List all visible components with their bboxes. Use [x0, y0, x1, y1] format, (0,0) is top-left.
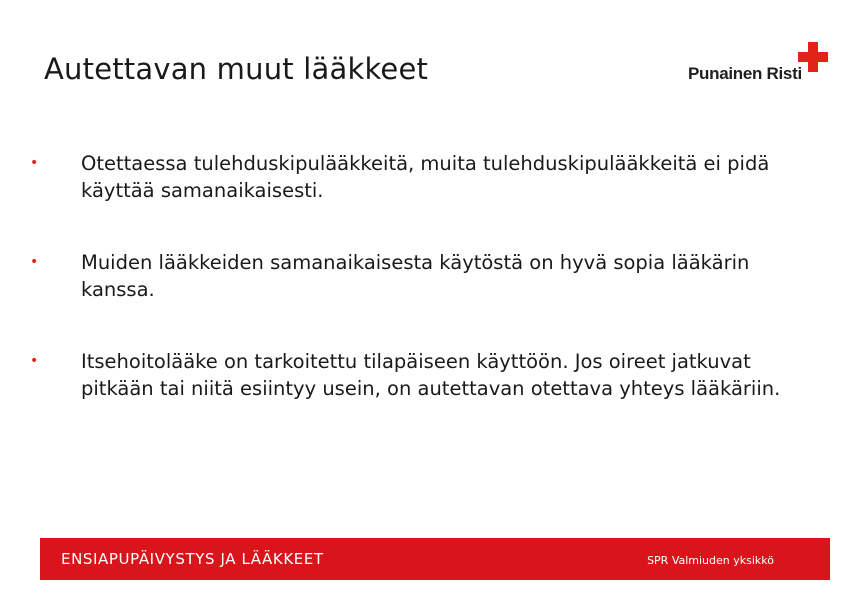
punainen-risti-logo — [686, 40, 832, 90]
bullet-text: Itsehoitolääke on tarkoitettu tilapäiseen käyttöön. Jos oireet jatkuvat pitkään tai niitä esiintyy usein, on autettavan otettava yhteys lääkäriin. — [81, 350, 781, 400]
bullet-item — [30, 348, 790, 402]
slide-title: Autettavan muut lääkkeet — [44, 52, 429, 86]
logo-text: Punainen Risti — [688, 64, 802, 83]
bullet-list — [30, 150, 790, 402]
footer-bar — [40, 538, 830, 580]
bullet-marker: • — [30, 155, 39, 171]
red-cross-icon — [798, 42, 828, 72]
bullet-text: Muiden lääkkeiden samanaikaisesta käytöstä on hyvä sopia lääkärin kanssa. — [81, 251, 750, 301]
bullet-item — [30, 150, 790, 204]
bullet-text: Otettaessa tulehduskipulääkkeitä, muita tulehduskipulääkkeitä ei pidä käyttää samanaikaisesti. — [81, 152, 770, 202]
footer-unit: SPR Valmiuden yksikkö — [647, 554, 774, 567]
footer-title: ENSIAPUPÄIVYSTYS JA LÄÄKKEET — [61, 550, 324, 568]
bullet-marker: • — [30, 254, 39, 270]
bullet-marker: • — [30, 353, 39, 369]
bullet-item — [30, 249, 790, 303]
